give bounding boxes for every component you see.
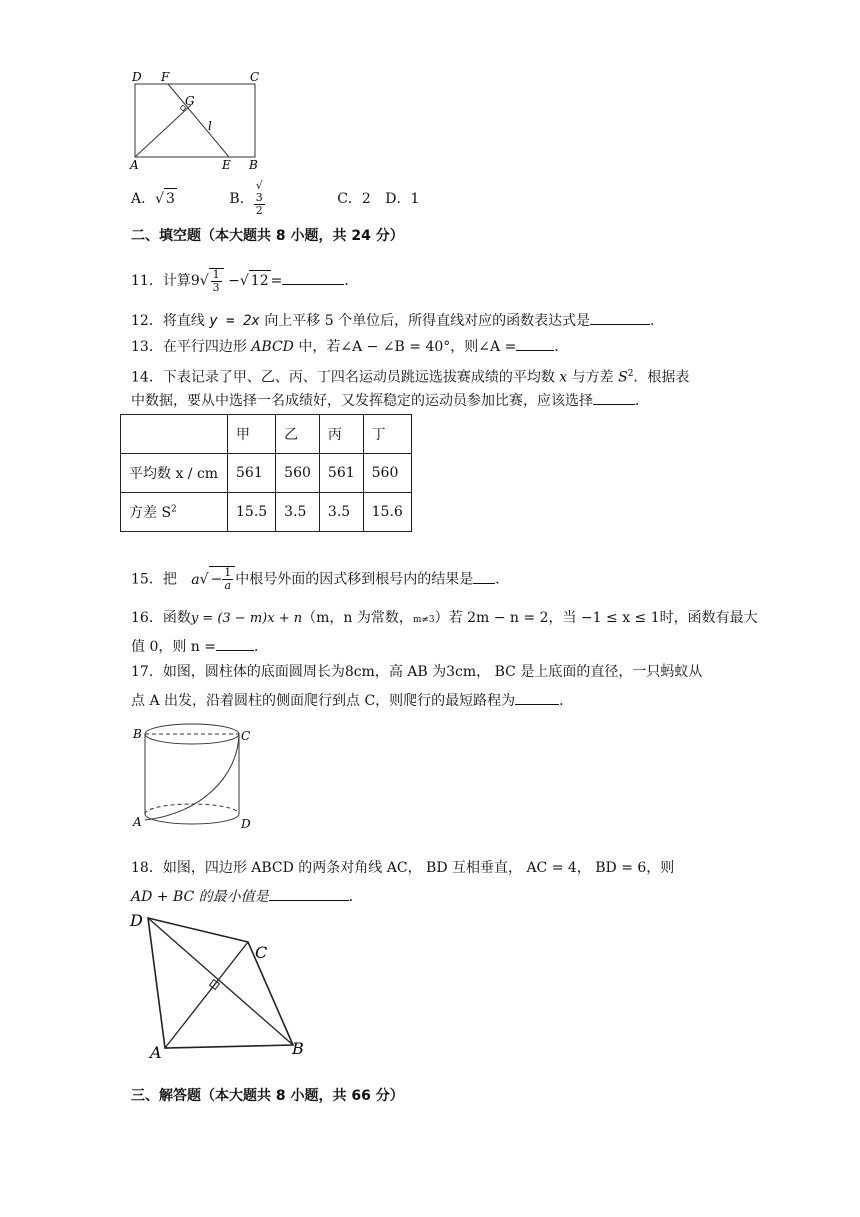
- label-A: A: [133, 815, 142, 829]
- question-16-line1: 16．函数y = (3 − m)x + n（m，n 为常数，m≠3）若 2m − n = 2，当 −1 ≤ x ≤ 1时，函数有最大: [131, 610, 758, 626]
- stats-table: [120, 414, 412, 532]
- label-D: D: [130, 911, 143, 930]
- question-15: 15．把 a√ − $\frac{1}{a}$ 中根号外面的因式移到根号内的结果是 ．: [131, 566, 510, 592]
- question-17-line2: 点 A 出发，沿着圆柱的侧面爬行到点 C，则爬行的最短路程为 ．: [131, 690, 573, 711]
- option-c: C．2: [337, 190, 371, 207]
- option-a: A．√ 3: [131, 191, 177, 207]
- table-cell: 3.5: [319, 493, 363, 532]
- table-row: [121, 493, 412, 532]
- table-cell: 3.5: [276, 493, 320, 532]
- option-d: D．1: [385, 190, 420, 207]
- table-header-cell: 丙: [319, 415, 363, 454]
- label-B: B: [292, 1039, 304, 1058]
- question-16-line2: 值 0，则 n = ．: [131, 636, 268, 657]
- table-row-label: 平均数 x / cm: [121, 454, 228, 493]
- table-cell: 561: [228, 454, 276, 493]
- label-A: A: [150, 1043, 162, 1062]
- label-D: D: [241, 817, 251, 831]
- label-C: C: [241, 729, 251, 743]
- label-B: B: [249, 158, 258, 170]
- question-12: 12．将直线 y = 2x 向上平移 5 个单位后，所得直线对应的函数表达式是 ．: [131, 310, 664, 331]
- table-row: [121, 454, 412, 493]
- option-b: B． √ 3 2: [229, 179, 263, 217]
- label-A: A: [130, 158, 139, 170]
- question-13: 13．在平行四边形 ABCD 中，若∠A − ∠B = 40°，则∠A = ．: [131, 336, 568, 357]
- label-F: F: [161, 70, 170, 84]
- rectangle-figure: [128, 68, 268, 170]
- label-C: C: [250, 70, 260, 84]
- table-header-row: [121, 415, 412, 454]
- label-C: C: [255, 943, 268, 962]
- table-cell: 15.5: [228, 493, 276, 532]
- label-G: G: [185, 94, 195, 108]
- table-header-cell: [121, 415, 228, 454]
- question-14-line2: 中数据，要从中选择一名成绩好，又发挥稳定的运动员参加比赛，应该选择 ．: [131, 390, 649, 411]
- table-header-cell: 乙: [276, 415, 320, 454]
- section-2-heading: 二、填空题（本大题共 8 小题，共 24 分）: [131, 228, 404, 244]
- table-row-label: 方差 $S^2$: [121, 493, 228, 532]
- label-B: B: [133, 727, 142, 741]
- table-cell: 561: [319, 454, 363, 493]
- question-18-line1: 18．如图，四边形 ABCD 的两条对角线 AC， BD 互相垂直， AC = 4， BD = 6，则: [131, 860, 675, 876]
- question-17-line1: 17．如图，圆柱体的底面圆周长为8cm，高 AB 为3cm， BC 是上底面的直径，一只蚂蚁从: [131, 664, 703, 680]
- label-E: E: [222, 158, 231, 170]
- table-cell: 15.6: [363, 493, 411, 532]
- table-header-cell: 甲: [228, 415, 276, 454]
- table-cell: 560: [363, 454, 411, 493]
- cylinder-figure: [130, 722, 260, 840]
- question-18-line2: AD + BC 的最小值是 ．: [131, 886, 363, 907]
- label-l: l: [208, 119, 212, 133]
- q10-options: [131, 180, 419, 217]
- label-D: D: [132, 70, 142, 84]
- section-3-heading: 三、解答题（本大题共 8 小题，共 66 分）: [131, 1088, 404, 1104]
- table-cell: 560: [276, 454, 320, 493]
- question-14-line1: 14．下表记录了甲、乙、丙、丁四名运动员跳远选拔赛成绩的平均数 x 与方差 $S^2$．根据表: [131, 369, 690, 386]
- question-11: 11．计算9√ $\frac{1}{3}$ −√ 12 = ．: [131, 268, 359, 294]
- table-header-cell: 丁: [363, 415, 411, 454]
- quadrilateral-figure: [128, 908, 318, 1063]
